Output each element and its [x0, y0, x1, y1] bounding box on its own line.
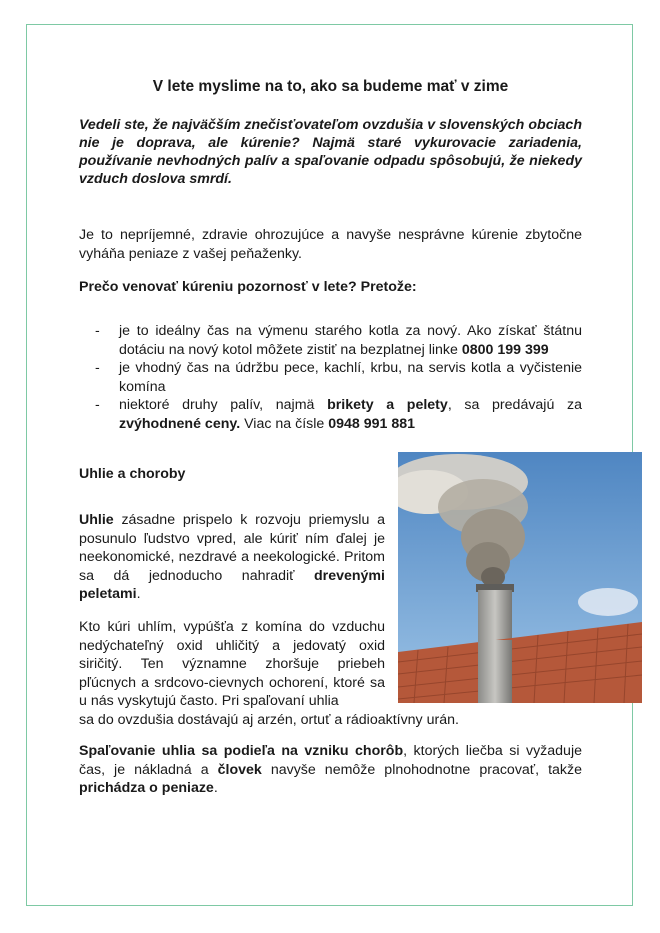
list-item-text: Viac na čísle [240, 415, 329, 432]
wood-pellets: drevenými peletami [79, 567, 385, 602]
final-text: . [213, 780, 218, 796]
coal-diseases: Spaľovanie uhlia sa podieľa na vzniku chorôb [79, 743, 404, 759]
coal-paragraph-2-end: sa do ovzdušia dostávajú aj arzén, ortuť a rádioaktívny urán. [79, 712, 459, 728]
loses-money: prichádza o peniaze [79, 780, 214, 796]
list-item-text: je to ideálny čas na výmenu starého kotla za nový. Ako získať štátnu dotáciu na nový kotol môžete zistiť na bezplatnej linke [119, 323, 582, 358]
page-title: V lete myslime na to, ako sa budeme mať v zime [152, 78, 509, 95]
dash-bullet: - [95, 397, 100, 413]
hotline-number: 0800 199 399 [461, 341, 549, 358]
final-text: , ktorých liečba si vyžaduje čas, je nákladná a [79, 743, 582, 778]
list-item-text: niektoré druhy palív, najmä [119, 397, 328, 413]
list-item [79, 396, 582, 433]
reasons-list [79, 322, 582, 433]
coal-paragraph-2 [79, 618, 385, 711]
dash-bullet: - [95, 360, 100, 376]
list-item-text: , sa predávajú za [447, 397, 582, 413]
final-paragraph [79, 742, 582, 798]
info-number: 0948 991 881 [328, 415, 416, 432]
list-item [79, 322, 582, 359]
list-item [79, 359, 582, 396]
person-word: človek [217, 761, 262, 778]
intro-paragraph: Vedeli ste, že najväčším znečisťovateľom ovzdušia v slovenských obciach nie je doprava, ale kúrenie? Najmä staré vykurovacie zariadenia, používanie nevhodných palív a spaľovanie odpadu spôsobujú, že niekedy vzduch doslova smrdí. [79, 117, 582, 187]
coal-heading: Uhlie a choroby [79, 466, 186, 482]
coal-text: Pri spaľovaní uhlia [221, 693, 339, 709]
question-heading: Prečo venovať kúreniu pozornosť v lete? Pretože: [79, 279, 417, 295]
coal-word: Uhlie [79, 512, 114, 528]
final-text: navyše nemôže plnohodnotne pracovať, takže [261, 761, 582, 778]
chimney-smoke-photo [398, 452, 642, 703]
fuel-types: brikety a pelety [327, 397, 448, 413]
coal-text: . [136, 586, 141, 602]
paragraph-1: Je to nepríjemné, zdravie ohrozujúce a navyše nesprávne kúrenie zbytočne vyháňa peniaze z vašej peňaženky. [79, 227, 582, 262]
coal-text: zásadne prispelo k rozvoju priemyslu a posunulo ľudstvo vpred, ale kúriť ním ďalej je neekonomické, nezdravé a neekologické. Pritom sa dá jednoducho nahradiť [79, 512, 385, 584]
dash-bullet: - [95, 323, 100, 339]
coal-text: Kto kúri uhlím, vypúšťa z komína do vzduchu nedýchateľný oxid uhličitý a jedovatý oxid siričitý. Ten významne zhoršuje priebeh pľúcnych a srdcovo-cievnych ochorení, ktoré sa u nás vyskytujú často. [79, 619, 385, 709]
list-item-text: je vhodný čas na údržbu pece, kachlí, krbu, na servis kotla a vyčistenie komína [119, 360, 582, 395]
discount-text: zvýhodnené ceny. [119, 415, 241, 432]
coal-paragraph-1 [79, 511, 385, 604]
